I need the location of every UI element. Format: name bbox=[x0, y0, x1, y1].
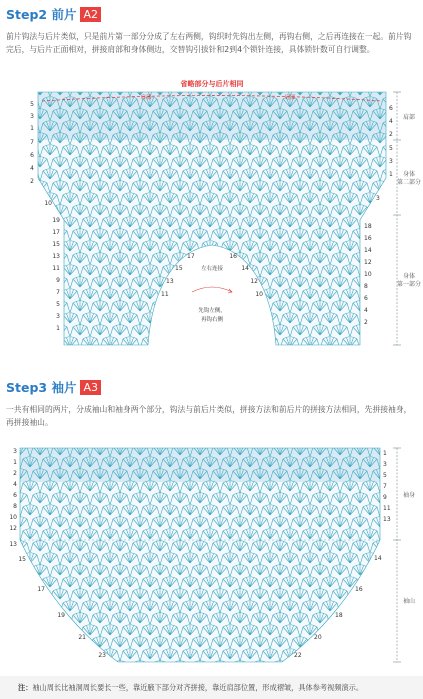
front-right-row-number: 10 bbox=[364, 271, 372, 278]
sleeve-right-row-number: 3 bbox=[383, 461, 387, 468]
front-right-row-number: 2 bbox=[364, 319, 368, 326]
front-left-row-number: 3 bbox=[56, 313, 60, 320]
front-side-part2-line2: 第二部分 bbox=[396, 179, 422, 186]
front-left-row-number: 5 bbox=[56, 301, 60, 308]
sleeve-right-curve-row-number: 14 bbox=[374, 555, 382, 562]
front-hole-note-line1: 先钩左侧， bbox=[198, 308, 226, 314]
sleeve-right-row-number: 1 bbox=[383, 450, 387, 457]
sleeve-right-row-number: 5 bbox=[383, 472, 387, 479]
front-top-note: 省略部分与后片相同 bbox=[180, 80, 244, 88]
front-hole-note-line2: 再钩右侧 bbox=[200, 317, 224, 323]
sleeve-left-row-number: 3 bbox=[13, 448, 17, 455]
sleeve-right-row-number: 13 bbox=[383, 516, 391, 523]
sleeve-left-curve-row-number: 15 bbox=[18, 556, 26, 563]
sleeve-left-row-number: 8 bbox=[13, 503, 17, 510]
front-right-row-number: 6 bbox=[389, 105, 393, 112]
front-hole-left-row-number: 11 bbox=[161, 291, 169, 298]
front-hole-right-row-number: 10 bbox=[255, 291, 263, 298]
sleeve-right-curve-row-number: 20 bbox=[314, 634, 322, 641]
front-top-right-tag: 肩部 bbox=[284, 95, 296, 101]
front-hole-left-row-number: 17 bbox=[187, 253, 195, 260]
sleeve-right-row-number: 11 bbox=[383, 505, 391, 512]
sleeve-left-row-number: 1 bbox=[13, 459, 17, 466]
sleeve-right-row-number: 9 bbox=[383, 494, 387, 501]
note-bar bbox=[0, 676, 423, 699]
front-side-shoulder: 肩部 bbox=[402, 114, 416, 121]
front-right-row-number: 2 bbox=[389, 131, 393, 138]
front-piece-chart bbox=[30, 79, 421, 345]
front-left-row-number: 15 bbox=[52, 241, 60, 248]
sleeve-stitch-pattern bbox=[20, 448, 380, 662]
front-left-row-number: 1 bbox=[56, 325, 60, 332]
sleeve-left-row-number: 2 bbox=[13, 470, 17, 477]
front-side-part1-line1: 身体 bbox=[402, 273, 416, 280]
front-left-row-number: 9 bbox=[56, 277, 60, 284]
front-right-row-number: 4 bbox=[364, 307, 368, 314]
hole-arrow bbox=[192, 287, 232, 292]
front-side-part1-line2: 第一部分 bbox=[396, 281, 422, 288]
front-right-row-number: 14 bbox=[364, 247, 372, 254]
front-side-part2-line1: 身体 bbox=[402, 171, 416, 178]
step3-badge: A3 bbox=[80, 380, 101, 395]
step2-title: Step2 前片 bbox=[6, 7, 77, 22]
front-left-row-number: 3 bbox=[30, 113, 34, 120]
front-left-row-number: 10 bbox=[44, 200, 52, 207]
sleeve-left-curve-row-number: 21 bbox=[78, 634, 86, 641]
front-left-row-number: 13 bbox=[52, 253, 60, 260]
sleeve-right-curve-row-number: 18 bbox=[335, 612, 343, 619]
front-right-row-number: 18 bbox=[364, 223, 372, 230]
sleeve-right-curve-row-number: 22 bbox=[294, 652, 302, 659]
front-right-row-number: 6 bbox=[364, 295, 368, 302]
front-right-row-number: 5 bbox=[389, 145, 393, 152]
sleeve-side-cap: 袖山 bbox=[402, 598, 416, 605]
front-left-row-number: 6 bbox=[30, 152, 34, 159]
step2-badge: A2 bbox=[80, 7, 101, 22]
front-top-left-tag: 肩部 bbox=[140, 95, 152, 101]
note-prefix: 注： bbox=[18, 683, 33, 692]
sleeve-left-curve-row-number: 17 bbox=[37, 586, 45, 593]
front-hole-left-row-number: 15 bbox=[175, 265, 183, 272]
sleeve-left-curve-row-number: 23 bbox=[98, 652, 106, 659]
sleeve-left-curve-row-number: 13 bbox=[9, 541, 17, 548]
front-measure-line bbox=[393, 92, 401, 345]
front-right-row-number: 16 bbox=[364, 235, 372, 242]
sleeve-left-row-number: 12 bbox=[9, 525, 17, 532]
front-left-row-number: 7 bbox=[56, 289, 60, 296]
sleeve-left-row-number: 6 bbox=[13, 492, 17, 499]
front-right-row-number: 4 bbox=[389, 118, 393, 125]
step3-heading bbox=[6, 379, 101, 395]
front-hole-left-row-number: 13 bbox=[166, 278, 174, 285]
front-hole-right-row-number: 14 bbox=[241, 265, 249, 272]
sleeve-left-row-number: 4 bbox=[13, 481, 17, 488]
sleeve-right-curve-row-number: 16 bbox=[355, 586, 363, 593]
step3-title: Step3 袖片 bbox=[6, 380, 77, 395]
front-left-row-number: 7 bbox=[30, 139, 34, 146]
front-hole-right-row-number: 12 bbox=[250, 278, 258, 285]
front-hole-right-row-number: 16 bbox=[229, 253, 237, 260]
sleeve-right-row-number: 7 bbox=[383, 483, 387, 490]
front-right-row-number: 3 bbox=[389, 158, 393, 165]
front-left-row-number: 11 bbox=[52, 265, 60, 272]
front-right-row-number: 3 bbox=[376, 195, 380, 202]
sleeve-left-row-number: 10 bbox=[9, 514, 17, 521]
front-left-row-number: 19 bbox=[52, 217, 60, 224]
step3-description: 一共有相同的两片，分成袖山和袖身两个部分，钩法与前后片类似，拼接方法和前后片的拼接方法相同，先拼接袖身，再拼接袖山。 bbox=[6, 405, 412, 427]
sleeve-left-curve-row-number: 19 bbox=[57, 612, 65, 619]
sleeve-side-body: 袖身 bbox=[402, 492, 416, 499]
sleeve-chart bbox=[9, 448, 415, 662]
front-left-row-number: 5 bbox=[30, 101, 34, 108]
front-left-row-number: 17 bbox=[52, 229, 60, 236]
front-hole-label: 左右连接 bbox=[200, 266, 224, 272]
front-left-row-number: 1 bbox=[30, 125, 34, 132]
step2-description: 前片钩法与后片类似，只是前片第一部分分成了左右两侧，钩织时先钩出左侧，再钩右侧，之后再连接在一起。前片钩完后，与后片正面相对，拼接肩部和身体侧边，交替钩引拔针和2到4个锁针连接，具体锁针数可自行调整。 bbox=[6, 32, 412, 54]
sleeve-measure-line bbox=[393, 448, 401, 662]
front-right-row-number: 1 bbox=[389, 171, 393, 178]
front-left-row-number: 2 bbox=[30, 178, 34, 185]
front-right-row-number: 12 bbox=[364, 259, 372, 266]
front-right-row-number: 8 bbox=[364, 283, 368, 290]
note-text: 袖山周长比袖洞周长要长一些，靠近腋下部分对齐拼接，靠近肩部位置，形成褶皱，具体参考视频演示。 bbox=[32, 683, 364, 692]
front-left-row-number: 4 bbox=[30, 165, 34, 172]
